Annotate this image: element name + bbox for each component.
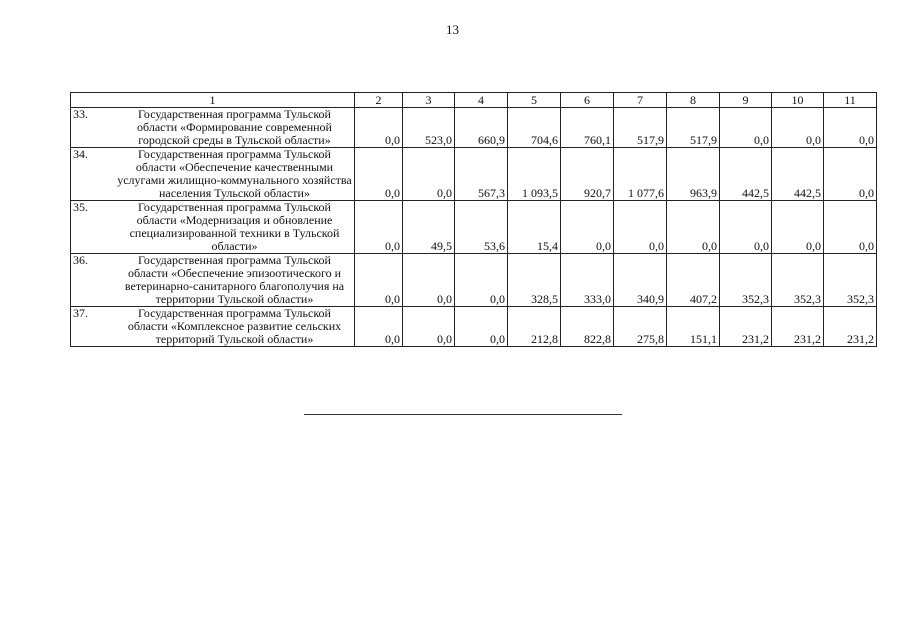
- value-cell: 49,5: [403, 201, 455, 254]
- value-cell: 1 093,5: [508, 148, 561, 201]
- value-cell: 53,6: [455, 201, 508, 254]
- budget-table: [70, 92, 877, 347]
- program-cell: [71, 307, 355, 347]
- value-cell: 704,6: [508, 108, 561, 148]
- value-cell: 0,0: [355, 148, 403, 201]
- program-cell: [71, 148, 355, 201]
- value-cell: 442,5: [772, 148, 824, 201]
- program-name: Государственная программа Тульской области «Формирование современной городской среды в Тульской области»: [137, 107, 332, 147]
- column-header-10: 10: [772, 93, 824, 108]
- column-header-11: 11: [824, 93, 877, 108]
- value-cell: 231,2: [824, 307, 877, 347]
- row-number: 37.: [73, 306, 88, 320]
- value-cell: 0,0: [772, 201, 824, 254]
- column-header-6: 6: [561, 93, 614, 108]
- program-cell: [71, 201, 355, 254]
- table-row: [71, 148, 877, 201]
- column-header-5: 5: [508, 93, 561, 108]
- value-cell: 231,2: [720, 307, 772, 347]
- value-cell: 517,9: [614, 108, 667, 148]
- value-cell: 0,0: [403, 307, 455, 347]
- value-cell: 760,1: [561, 108, 614, 148]
- value-cell: 0,0: [824, 108, 877, 148]
- program-name: Государственная программа Тульской области «Комплексное развитие сельских территорий Тульской области»: [127, 306, 342, 346]
- value-cell: 920,7: [561, 148, 614, 201]
- page-number: 13: [446, 22, 459, 37]
- row-number: 35.: [73, 200, 88, 214]
- value-cell: 0,0: [355, 108, 403, 148]
- value-cell: 0,0: [403, 254, 455, 307]
- column-header-7: 7: [614, 93, 667, 108]
- value-cell: 0,0: [355, 307, 403, 347]
- value-cell: 0,0: [455, 307, 508, 347]
- value-cell: 352,3: [720, 254, 772, 307]
- program-cell: [71, 254, 355, 307]
- column-header-2: 2: [355, 93, 403, 108]
- value-cell: 212,8: [508, 307, 561, 347]
- value-cell: 333,0: [561, 254, 614, 307]
- program-cell: [71, 108, 355, 148]
- value-cell: 1 077,6: [614, 148, 667, 201]
- column-header-8: 8: [667, 93, 720, 108]
- value-cell: 0,0: [355, 254, 403, 307]
- column-header-1: 1: [71, 93, 355, 108]
- value-cell: 567,3: [455, 148, 508, 201]
- table-row: [71, 108, 877, 148]
- column-header-4: 4: [455, 93, 508, 108]
- column-header-9: 9: [720, 93, 772, 108]
- value-cell: 340,9: [614, 254, 667, 307]
- row-number: 33.: [73, 107, 88, 121]
- value-cell: 0,0: [667, 201, 720, 254]
- row-number: 36.: [73, 253, 88, 267]
- program-name: Государственная программа Тульской области «Обеспечение эпизоотического и ветеринарно-санитарного благополучия на территории Тульской области»: [124, 253, 345, 306]
- value-cell: 328,5: [508, 254, 561, 307]
- table-body: [71, 93, 877, 347]
- value-cell: 352,3: [772, 254, 824, 307]
- value-cell: 963,9: [667, 148, 720, 201]
- value-cell: 0,0: [824, 201, 877, 254]
- value-cell: 442,5: [720, 148, 772, 201]
- value-cell: 352,3: [824, 254, 877, 307]
- value-cell: 0,0: [720, 108, 772, 148]
- table-row: [71, 307, 877, 347]
- value-cell: 0,0: [455, 254, 508, 307]
- value-cell: 407,2: [667, 254, 720, 307]
- value-cell: 0,0: [561, 201, 614, 254]
- value-cell: 0,0: [720, 201, 772, 254]
- column-header-3: 3: [403, 93, 455, 108]
- value-cell: 151,1: [667, 307, 720, 347]
- value-cell: 0,0: [614, 201, 667, 254]
- value-cell: 0,0: [355, 201, 403, 254]
- value-cell: 517,9: [667, 108, 720, 148]
- value-cell: 0,0: [403, 148, 455, 201]
- row-number: 34.: [73, 147, 88, 161]
- value-cell: 15,4: [508, 201, 561, 254]
- value-cell: 231,2: [772, 307, 824, 347]
- value-cell: 660,9: [455, 108, 508, 148]
- value-cell: 275,8: [614, 307, 667, 347]
- table-header-row: [71, 93, 877, 108]
- value-cell: 0,0: [824, 148, 877, 201]
- bottom-separator-line: [304, 414, 622, 415]
- program-name: Государственная программа Тульской области «Модернизация и обновление специализированной техники в Тульской области»: [129, 200, 340, 253]
- program-name: Государственная программа Тульской области «Обеспечение качественными услугами жилищно-коммунального хозяйства населения Тульской области»: [117, 147, 352, 200]
- table-row: [71, 254, 877, 307]
- table-row: [71, 201, 877, 254]
- value-cell: 523,0: [403, 108, 455, 148]
- value-cell: 0,0: [772, 108, 824, 148]
- value-cell: 822,8: [561, 307, 614, 347]
